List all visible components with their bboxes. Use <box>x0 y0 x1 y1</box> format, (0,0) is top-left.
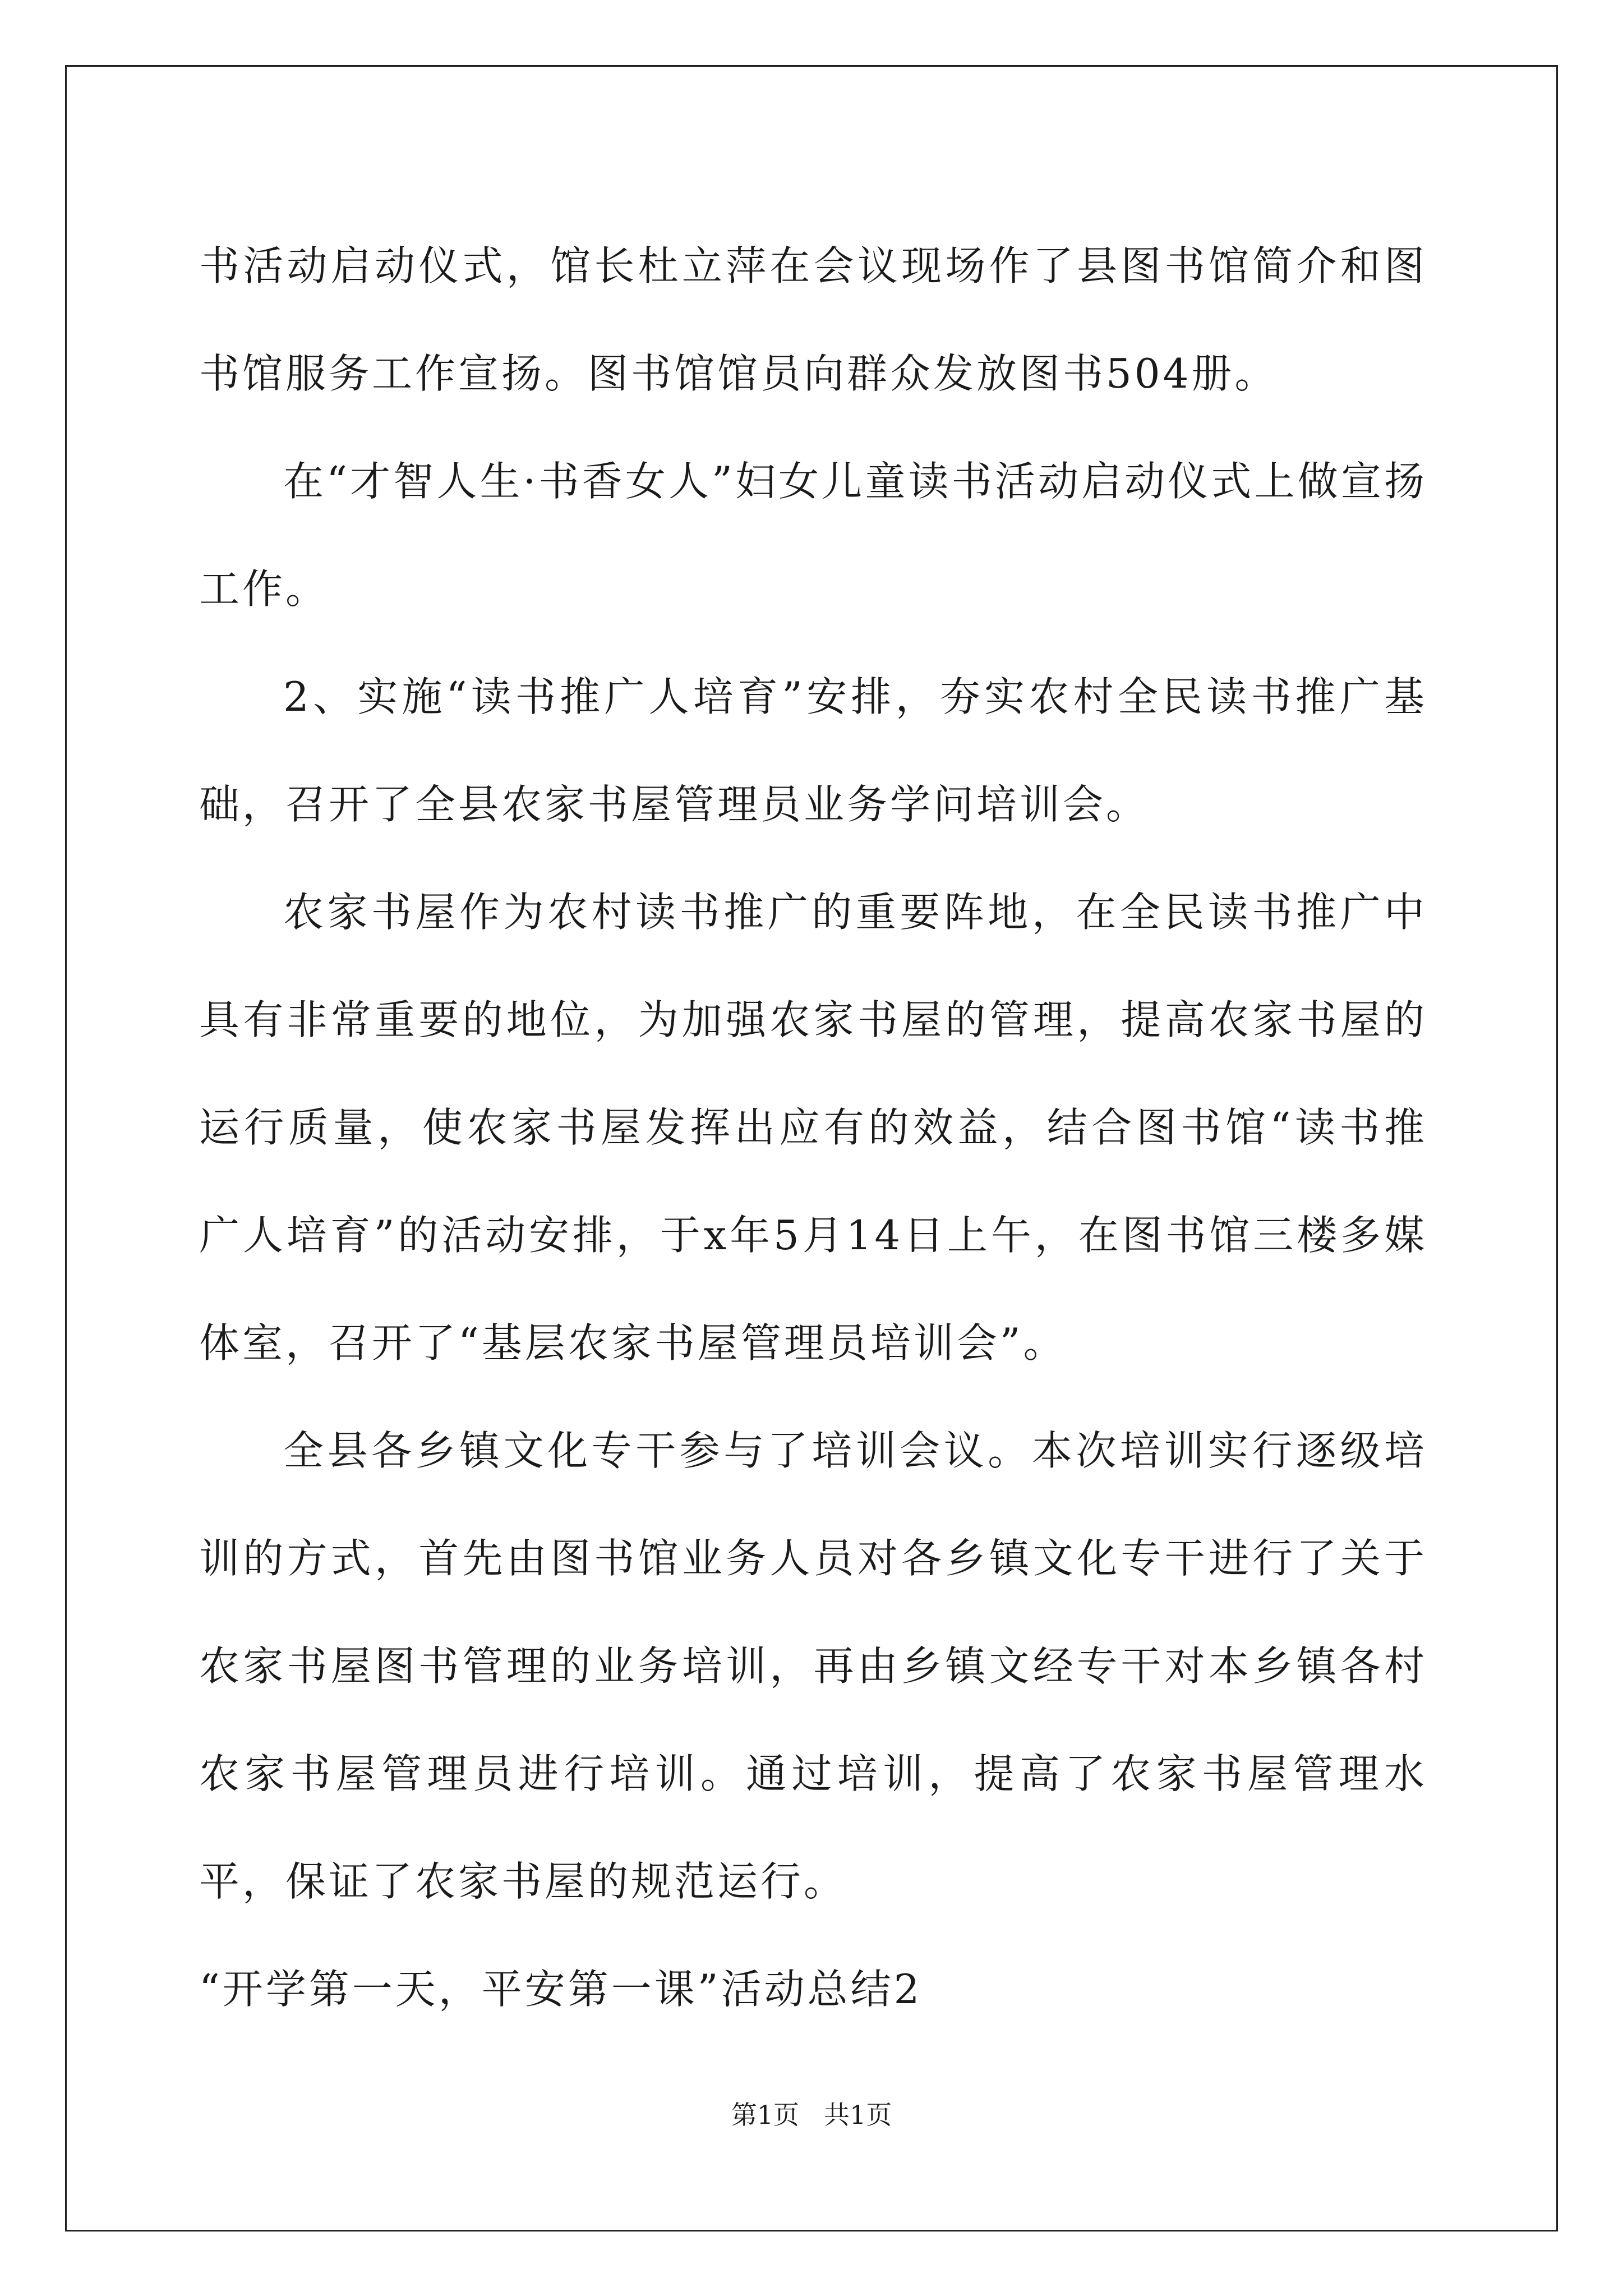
paragraph-4: 农家书屋作为农村读书推广的重要阵地，在全民读书推广中具有非常重要的地位，为加强农家书屋的管理，提高农家书屋的运行质量，使农家书屋发挥出应有的效益，结合图书馆“读书推广人培育”的活动安排，于x年5月14日上午，在图书馆三楼多媒体室，召开了“基层农家书屋管理员培训会”。 <box>199 889 1427 1366</box>
page-total: 共1页 <box>824 2100 892 2130</box>
paragraph-2: 在“才智人生·书香女人”妇女儿童读书活动启动仪式上做宣扬工作。 <box>199 458 1427 613</box>
document-body <box>199 212 1427 2043</box>
page-footer <box>0 2098 1623 2132</box>
paragraph-5: 全县各乡镇文化专干参与了培训会议。本次培训实行逐级培训的方式，首先由图书馆业务人员对各乡镇文化专干进行了关于农家书屋图书管理的业务培训，再由乡镇文经专干对本乡镇各村农家书屋管理员进行培训。通过培训，提高了农家书屋管理水平，保证了农家书屋的规范运行。 <box>199 1427 1427 1905</box>
section-heading: “开学第一天，平安第一课”活动总结2 <box>199 1966 923 2013</box>
paragraph-1: 书活动启动仪式，馆长杜立萍在会议现场作了县图书馆简介和图书馆服务工作宣扬。图书馆馆员向群众发放图书504册。 <box>199 242 1427 397</box>
paragraph-3: 2、实施“读书推广人培育”安排，夯实农村全民读书推广基础，召开了全县农家书屋管理员业务学问培训会。 <box>199 673 1427 828</box>
page-number: 第1页 <box>731 2100 799 2130</box>
